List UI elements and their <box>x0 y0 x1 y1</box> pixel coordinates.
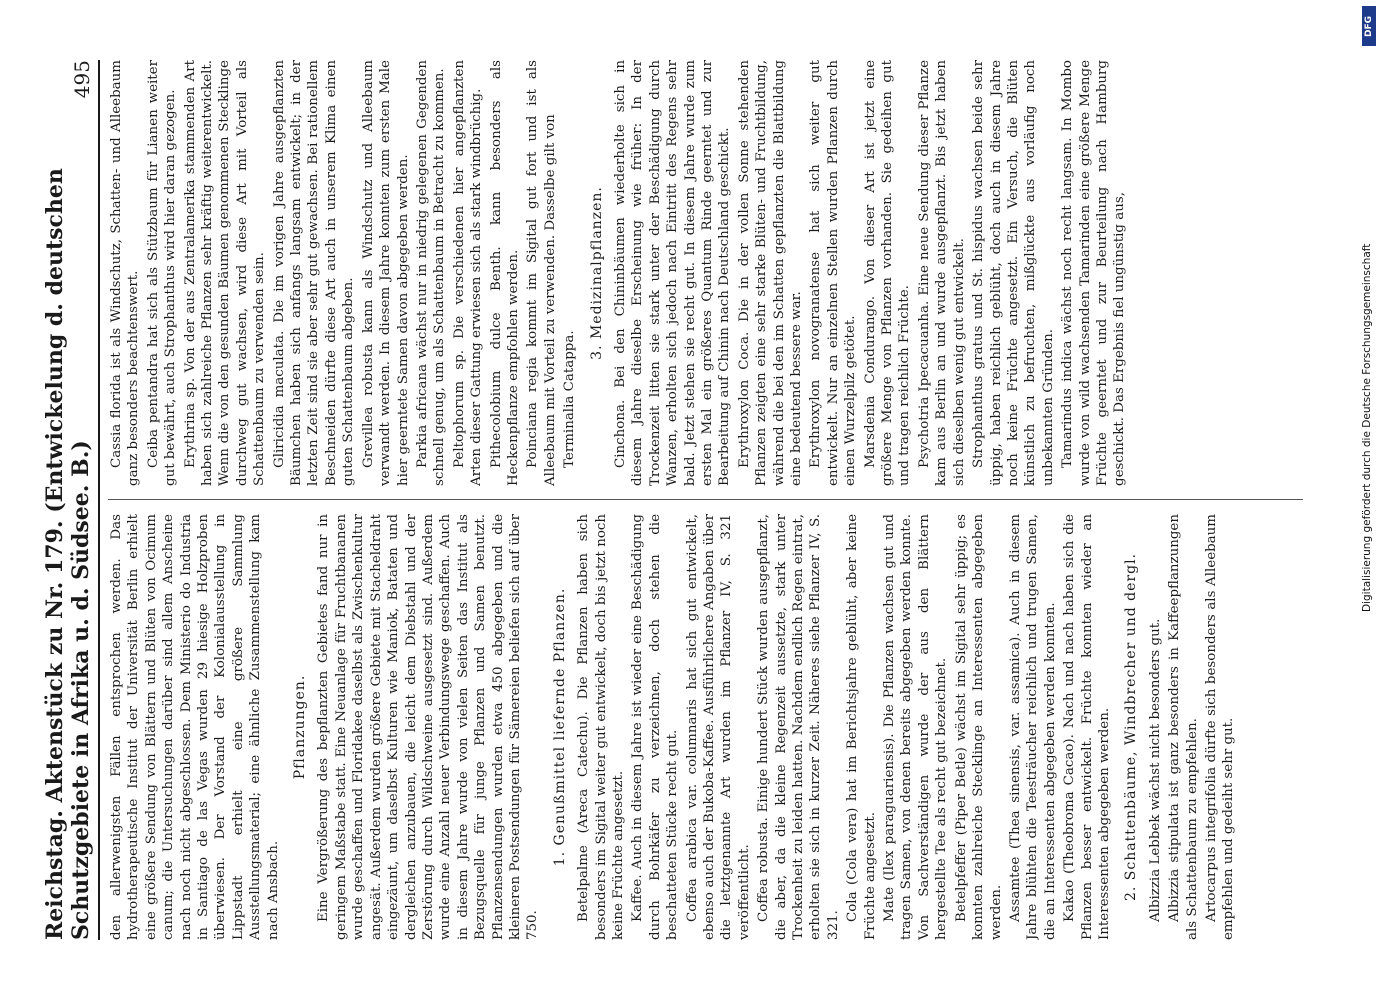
paragraph: Erythroxylon Coca. Die in der vollen Sonne stehenden Pflanzen zeigten eine sehr starke Blüten- und Fruchtbildung, während die bei den im Schatten gepflanzten die Blattbildung eine bedeutend bessere war. <box>736 60 805 486</box>
paragraph: Eine Vergrößerung des bepflanzten Gebietes fand nur in geringem Maßstabe statt. Eine Neuanlage für Fruchtbananen wurde geschaffen und Floridakee daselbst als Zwischenkultur angesät. Außerdem wurden größere Gebiete mit Stacheldraht eingezäunt, um daselbst Kulturen wie Maniok, Bataten und dergleichen anzubauen, die leicht dem Diebstahl und der Zerstörung durch Wildschweine ausgesetzt sind. Außerdem wurde eine Anzahl neuer Verbindungswege geschaffen. Auch in diesem Jahre wurde von vielen Seiten das Institut als Bezugsquelle für junge Pflanzen und Samen benutzt. Pflanzensendungen wurden etwa 450 abgegeben und die kleineren Postsendungen für Sämereien beliefen sich auf über 750. <box>316 514 541 940</box>
paragraph: Betelpfeffer (Piper Betle) wächst im Sigital sehr üppig; es konnten zahlreiche Stecklinge an Interessenten abgegeben werden. <box>953 514 1004 940</box>
paragraph: Coffea arabica var. columnaris hat sich gut entwickelt, ebenso auch der Bukoba-Kaffee. Ausführlichere Angaben über die letztgenannte Art wurden im Pflanzer IV, S. 321 veröffentlicht. <box>684 514 752 940</box>
section-heading: Pflanzungen. <box>292 674 309 780</box>
paragraph: Strophanthus gratus und St. hispidus wachsen beide sehr üppig, haben reichlich geblüht, doch auch in diesem Jahre noch keine Früchte angesetzt. Ein Versuch, die Blüten künstlich zu befruchten, mißglückte aus vorläufig noch unbekannten Gründen. <box>971 60 1056 486</box>
paragraph: Cassia florida ist als Windschutz, Schatten- und Alleebaum ganz besonders beachtenswert. <box>109 60 142 486</box>
paragraph: Mate (Ilex paraguariensis). Die Pflanzen wachsen gut und tragen Samen, von denen bereits abgegeben werden konnte. Von Sachverständigen wurde der aus den Blättern hergestellte Tee als recht gut bezeichnet. <box>882 514 950 940</box>
paragraph: Gliricidia maculata. Die im vorigen Jahre ausgepflanzten Bäumchen haben sich anfangs langsam entwickelt; in der letzten Zeit sind sie aber sehr gut gewachsen. Bei rationellem Beschneiden dürfte diese Art auch in unserem Klima einen guten Schattenbaum abgeben. <box>271 60 357 486</box>
digitization-sidebar <box>1361 0 1377 1000</box>
paragraph: Albizzia stipulata ist ganz besonders in Kaffeepflanzungen als Schattenbaum zu empfehlen. <box>1167 514 1200 940</box>
paragraph: Kakao (Theobroma Cacao). Nach und nach haben sich die Pflanzen besser entwickelt. Früchte konnten wieder an Interessenten abgegeben werden. <box>1062 514 1112 940</box>
section-heading: 3. Medizinalpflanzen. <box>588 186 605 360</box>
paragraph: Poinciana regia kommt im Sigital gut fort und ist als Alleebaum mit Vorteil zu verwenden. Dasselbe gilt von <box>525 60 558 486</box>
paragraph: Assamtee (Thea sinensis, var. assamica). Auch in diesem Jahre blühten die Teesträucher reichlich und trugen Samen, die an Interessenten abgegeben werden konnten. <box>1007 514 1058 940</box>
right-column <box>108 60 1303 486</box>
paragraph: Coffea robusta. Einige hundert Stück wurden ausgepflanzt, die aber, da die kleine Regenzeit aussetzte, stark unter Trockenheit zu leiden hatten. Nachdem endlich Regen eintrat, erholten sie sich in kurzer Zeit. Näheres siehe Pflanzer IV, S. 321. <box>756 514 841 940</box>
paragraph: den allerwenigsten Fällen entsprochen werden. Das hydrotherapeutische Institut der Universität Berlin erhielt eine größere Sendung von Blättern und Blüten von Ocimum canum; die Untersuchungen darüber sind allem Anscheine nach noch nicht abgeschlossen. Dem Ministerio do Industria in Santiago de las Vegas wurden 29 hiesige Holzproben überwiesen. Der Vorstand der Kolonialausstellung in Lippstadt erhielt eine größere Sammlung Ausstellungsmaterial; eine ähnliche Zusammenstellung kam nach Ansbach. <box>109 514 281 940</box>
paragraph: Peltophorum sp. Die verschiedenen hier angepflanzten Arten dieser Gattung erwiesen sich als stark windbrüchig. <box>451 60 485 486</box>
paragraph: Erythroxylon novogranatense hat sich weiter gut entwickelt. Nur an einzelnen Stellen wurden Pflanzen durch einen Wurzelpilz getötet. <box>808 60 859 486</box>
paragraph: Grevillea robusta kann als Windschutz und Alleebaum verwandt werden. In diesem Jahre konnten zum ersten Male hier geerntete Samen davon abgegeben werden. <box>360 60 411 486</box>
paragraph: Cola (Cola vera) hat im Berichtsjahre geblüht, aber keine Früchte angesetzt. <box>845 514 878 940</box>
paragraph: Artocarpus integrifolia dürfte sich besonders als Alleebaum empfehlen und gedeiht sehr gut. <box>1203 514 1237 940</box>
page-number: 495 <box>70 60 94 99</box>
digitization-credit: Digitalisierung gefördert durch die Deutsche Forschungsgemeinschaft <box>1361 243 1373 612</box>
paragraph: Terminalia Catappa. <box>562 330 578 468</box>
paragraph: Marsdenia Condurango. Von dieser Art ist jetzt eine größere Menge von Pflanzen vorhanden. Sie gedeihen gut und tragen reichlich Früchte. <box>862 60 913 486</box>
section-heading: 2. Schattenbäume, Windbrecher und dergl. <box>1123 552 1140 902</box>
paragraph: Tamarindus indica wächst noch recht langsam. In Mombo wurde von wild wachsenden Tamarinden eine größere Menge Früchte geerntet und zur Beurteilung nach Hamburg geschickt. Das Ergebnis fiel ungünstig aus, <box>1060 60 1128 486</box>
paragraph: Psychotria Ipecacuanha. Eine neue Sendung dieser Pflanze kam aus Berlin an und wurde ausgepflanzt. Bis jetzt haben sich dieselben wenig gut entwickelt. <box>916 60 967 486</box>
page-header <box>42 60 100 940</box>
paragraph: Ceiba pentandra hat sich als Stützbaum für Lianen weiter gut bewährt, auch Strophanthus wird hier daran gezogen. <box>145 60 179 486</box>
section-heading: 1. Genußmittel liefernde Pflanzen. <box>551 587 568 867</box>
text-columns <box>108 60 1303 940</box>
paragraph: Cinchona. Bei den Chininbäumen wiederholte sich in diesem Jahre dieselbe Erscheinung wie früher: In der Trockenzeit litten sie stark unter der Beschädigung durch Wanzen, erholten sich jedoch nach Eintritt des Regens sehr bald. Jetzt stehen sie recht gut. In diesem Jahre wurde zum ersten Mal ein größeres Quantum Rinde geerntet und zur Bearbeitung auf Chinin nach Deutschland geschickt. <box>612 60 733 486</box>
paragraph: Parkia africana wächst nur in niedrig gelegenen Gegenden schnell genug, um als Schattenbaum in Betracht zu kommen. <box>414 60 448 486</box>
paragraph: Betelpalme (Areca Catechu). Die Pflanzen haben sich besonders im Sigital weiter gut entwickelt, doch bis jetzt noch keine Früchte angesetzt. <box>576 514 626 940</box>
running-title: Reichstag. Aktenstück zu Nr. 179. (Entwickelung d. deutschen Schutzgebiete in Afrika u. d. Südsee. B.) <box>42 168 94 940</box>
paragraph: Albizzia Lebbek wächst nicht besonders gut. <box>1147 618 1163 922</box>
paragraph: Pithecolobium dulce Benth. kann besonders als Heckenpflanze empfohlen werden. <box>488 60 521 486</box>
paragraph: Erythrina sp. Von der aus Zentralamerika stammenden Art haben sich zahlreiche Pflanzen sehr kräftig weiterentwickelt. Wenn die von den gesunden Bäumen genommenen Stecklinge durchweg gut wachsen, wird diese Art mit Vorteil als Schattenbaum zu verwenden sein. <box>182 60 268 486</box>
dfg-logo: DFG <box>1362 6 1376 46</box>
left-column <box>108 514 1303 940</box>
paragraph: Kaffee. Auch in diesem Jahre ist wieder eine Beschädigung durch Bohrkäfer zu verzeichnen, doch stehen die beschatteten Stücke recht gut. <box>630 514 681 940</box>
